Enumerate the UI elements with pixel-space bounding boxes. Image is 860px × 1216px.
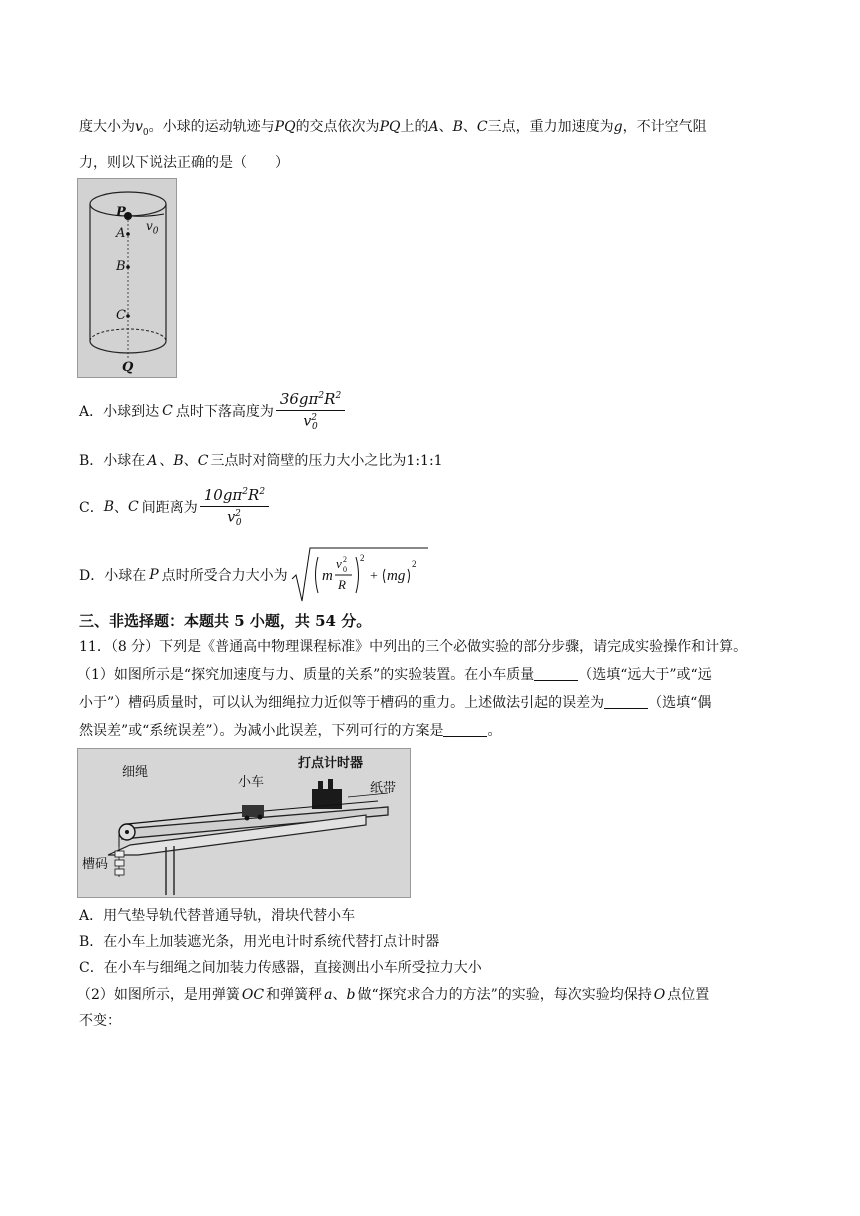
svg-text:2: 2 <box>359 553 365 563</box>
svg-text:R: R <box>337 577 346 592</box>
answer-blank-2[interactable] <box>604 694 648 709</box>
option-a-suffix: 点时下落高度为 <box>175 404 274 421</box>
text: 上的 <box>400 119 429 135</box>
option-c-prefix: C． <box>79 500 104 517</box>
fraction-a <box>276 390 345 432</box>
fraction-a-denominator: $v^2_0$ <box>303 413 318 433</box>
option-b: B．小球在 A 、B、C 三点时对筒壁的压力大小之比为1:1:1 <box>79 453 443 469</box>
text: 点位置 <box>667 987 710 1003</box>
text: 、 <box>462 119 477 135</box>
text: （选填“偶 <box>648 695 712 711</box>
text: B．小球在 <box>79 453 146 469</box>
option-a <box>79 390 347 432</box>
svg-text:2: 2 <box>342 555 347 564</box>
label-B: B <box>116 259 126 274</box>
label-weight: 槽码 <box>82 857 109 872</box>
answer-blank-1[interactable] <box>534 666 578 681</box>
svg-text:2: 2 <box>411 559 417 569</box>
question-intro-line1: 度大小为$v_0$。小球的运动轨迹与PQ的交点依次为PQ上的A、B、C三点，重力加速度为g，不计空气阻 <box>79 119 707 138</box>
label-P: P <box>116 205 126 220</box>
var-B: B <box>452 119 463 135</box>
text: （选填“远大于”或“远 <box>578 667 712 683</box>
var-B: B <box>103 499 115 516</box>
q11-p1-line1 <box>77 665 712 685</box>
var-g: g <box>613 119 623 135</box>
q11-option-c: C．在小车与细绳之间加装力传感器，直接测出小车所受拉力大小 <box>79 960 482 976</box>
svg-text:v: v <box>335 556 342 571</box>
var-C: C <box>128 499 139 516</box>
text: ，不计空气阻 <box>622 119 707 135</box>
var-A: A <box>428 119 439 135</box>
option-d <box>79 545 430 605</box>
var-b: b <box>346 987 356 1003</box>
var-A: A <box>147 453 158 469</box>
var-a: a <box>324 987 333 1003</box>
var-OC: OC <box>241 987 265 1003</box>
text: 。 <box>487 723 502 739</box>
option-d-suffix: 点时所受合力大小为 <box>161 568 288 584</box>
fraction-c-denominator: $v^2_0$ <box>227 509 242 529</box>
q11-option-a: A．用气垫导轨代替普通导轨，滑块代替小车 <box>79 908 356 924</box>
text: 度大小为 <box>79 119 135 135</box>
var-P: P <box>149 567 159 583</box>
label-Q: Q <box>122 360 134 375</box>
q11-p2-line1: （2）如图所示，是用弹簧 OC 和弹簧秤 a、b 做“探究求合力的方法”的实验，每次实验均保持 O 点位置 <box>77 987 710 1003</box>
cylinder-figure <box>77 178 177 378</box>
text: 、 <box>438 119 453 135</box>
option-c: C． B 、 C 间距离为 $\frac{10g\pi^2R^2}{v^2_0}$ <box>79 486 271 528</box>
label-timer: 打点计时器 <box>298 756 364 771</box>
label-cart: 小车 <box>238 775 265 790</box>
var-B: B <box>173 453 184 469</box>
label-tape: 纸带 <box>370 781 397 796</box>
svg-text:0: 0 <box>342 565 347 574</box>
answer-blank-3[interactable] <box>443 722 487 737</box>
cylinder-drawing <box>78 179 176 377</box>
question-intro-line2: 力，则以下说法正确的是（ ） <box>79 155 289 171</box>
fraction-c <box>200 486 269 528</box>
var-O: O <box>653 987 666 1003</box>
fraction-c-numerator: $10g\pi^2R^2$ <box>200 486 269 507</box>
var-C: C <box>162 403 173 420</box>
cart-apparatus-figure <box>77 748 411 898</box>
text: 三点，重力加速度为 <box>487 119 614 135</box>
fraction-a-numerator: $36g\pi^2R^2$ <box>276 390 345 411</box>
q11-p1-line2 <box>79 693 711 713</box>
q11-option-b: B．在小车上加装遮光条，用光电计时系统代替打点计时器 <box>79 934 440 950</box>
var-PQ: PQ <box>274 119 296 135</box>
var-C: C <box>197 453 209 469</box>
q11-line1: 11．（8 分）下列是《普通高中物理课程标准》中列出的三个必做实验的部分步骤，请完成实验操作和计算。 <box>79 639 748 655</box>
svg-text:mg: mg <box>386 568 405 584</box>
svg-text:+: + <box>369 569 378 584</box>
section-heading: 三、非选择题：本题共 5 小题，共 54 分。 <box>79 612 372 630</box>
label-C: C <box>116 308 126 323</box>
text: 做“探究求合力的方法”的实验，每次实验均保持 <box>357 987 652 1003</box>
q11-p2-line2: 不变： <box>79 1013 121 1029</box>
text: 三点时对筒壁的压力大小之比为1:1:1 <box>210 453 443 469</box>
q11-p1-line3 <box>79 721 501 741</box>
var-v0: v <box>135 119 143 135</box>
formula-d-sqrt <box>290 545 430 605</box>
option-a-prefix: A．小球到达 <box>79 404 160 421</box>
text: 。小球的运动轨迹与 <box>148 119 275 135</box>
text: 小于”）槽码质量时，可以认为细绳拉力近似等于槽码的重力。上述做法引起的误差为 <box>79 695 605 711</box>
text: 然误差”或“系统误差”）。为减小此误差，下列可行的方案是 <box>79 723 444 739</box>
label-v0: $v_0$ <box>146 219 159 237</box>
text: （2）如图所示，是用弹簧 <box>77 987 240 1003</box>
var-PQ: PQ <box>379 119 401 135</box>
var-C: C <box>476 119 488 135</box>
option-d-prefix: D．小球在 <box>79 568 147 584</box>
label-rope: 细绳 <box>122 765 149 780</box>
text: 和弹簧秤 <box>266 987 323 1003</box>
option-c-suffix: 间距离为 <box>141 500 198 517</box>
svg-text:m: m <box>321 568 333 584</box>
label-A: A <box>116 226 126 241</box>
text: 的交点依次为 <box>295 119 380 135</box>
text: （1）如图所示是“探究加速度与力、质量的关系”的实验装置。在小车质量 <box>77 667 535 683</box>
